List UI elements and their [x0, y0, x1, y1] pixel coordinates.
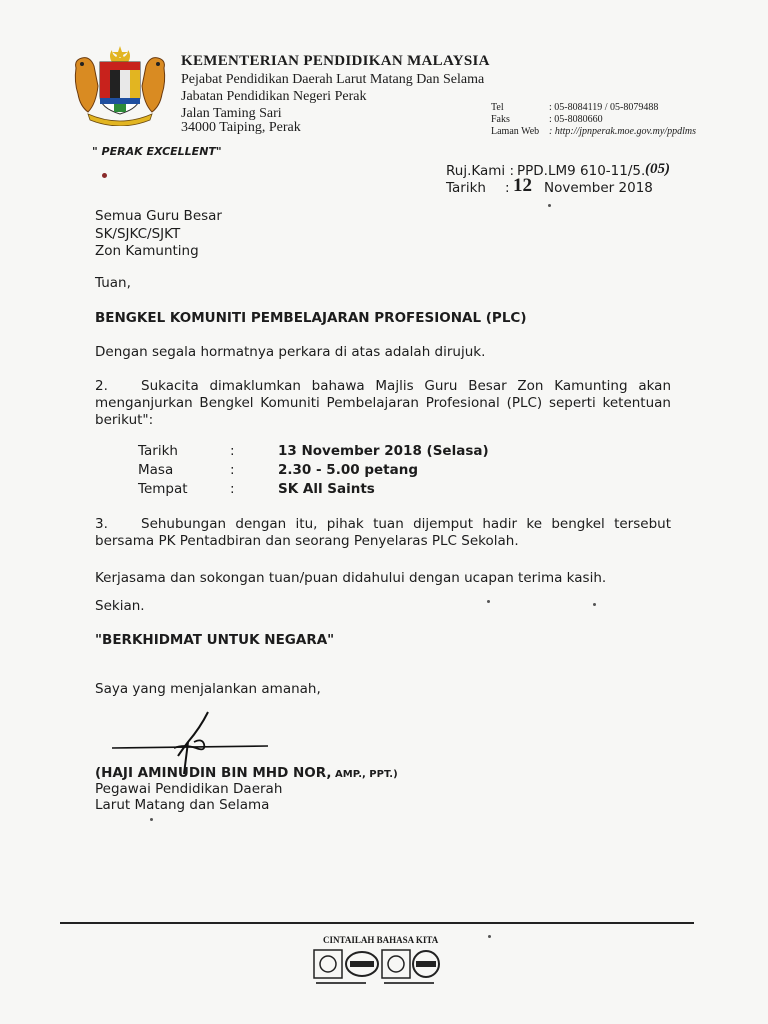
address-line: Jabatan Pendidikan Negeri Perak — [181, 89, 367, 104]
recipient-line: Zon Kamunting — [95, 243, 199, 259]
detail-colon: : — [230, 443, 235, 459]
detail-value-date: 13 November 2018 (Selasa) — [278, 443, 489, 459]
iso-certification-logos-icon — [312, 948, 442, 988]
detail-label-time: Masa — [138, 462, 174, 478]
signer-postnominal: AMP., PPT.) — [331, 769, 398, 780]
paragraph-number: 3. — [95, 516, 108, 532]
address-line: 34000 Taiping, Perak — [181, 120, 301, 135]
signer-position: Pegawai Pendidikan Daerah — [95, 781, 283, 797]
date-label: Tarikh — [446, 180, 486, 196]
detail-label-venue: Tempat — [138, 481, 188, 497]
salutation: Tuan, — [95, 275, 131, 291]
address-line: Jalan Taming Sari — [181, 106, 282, 121]
detail-value-venue: SK All Saints — [278, 481, 375, 497]
thanks-line: Kerjasama dan sokongan tuan/puan didahului dengan ucapan terima kasih. — [95, 570, 607, 586]
signer-name-text: (HAJI AMINUDIN BIN MHD NOR, — [95, 765, 332, 781]
scan-speck — [150, 818, 153, 821]
intro-line: Dengan segala hormatnya perkara di atas adalah dirujuk. — [95, 344, 486, 360]
signer-position: Larut Matang dan Selama — [95, 797, 270, 813]
recipient-line: Semua Guru Besar — [95, 208, 222, 224]
detail-value-time: 2.30 - 5.00 petang — [278, 462, 418, 478]
paragraph-number: 2. — [95, 378, 108, 394]
address-line: Pejabat Pendidikan Daerah Larut Matang Dan Selama — [181, 72, 485, 87]
detail-colon: : — [230, 481, 235, 497]
website-value: : http://jpnperak.moe.gov.my/ppdlms — [549, 126, 697, 137]
trust-line: Saya yang menjalankan amanah, — [95, 681, 321, 697]
organization-name: KEMENTERIAN PENDIDIKAN MALAYSIA — [181, 53, 490, 69]
scan-speck — [102, 173, 107, 178]
paragraph-3 — [95, 516, 671, 550]
scan-speck — [593, 603, 596, 606]
fax-label: Faks — [491, 114, 510, 125]
fax-value: : 05-8080660 — [549, 114, 603, 125]
detail-label-date: Tarikh — [138, 443, 178, 459]
paragraph-text: Sehubungan dengan itu, pihak tuan dijemput hadir ke bengkel tersebut bersama PK Pentadbiran dan seorang Penyelaras PLC Sekolah. — [95, 516, 671, 549]
paragraph-text: Sukacita dimaklumkan bahawa Majlis Guru Besar Zon Kamunting akan menganjurkan Bengkel Komuniti Pembelajaran Profesional (PLC) seperti ketentuan berikut": — [95, 378, 671, 428]
tel-value: : 05-8084119 / 05-8079488 — [549, 102, 659, 113]
paragraph-2 — [95, 378, 671, 429]
reference-handwritten: (05) — [645, 161, 670, 177]
signer-name — [95, 765, 398, 781]
reference-label: Ruj.Kami : — [446, 163, 515, 179]
detail-colon: : — [230, 462, 235, 478]
date-month-year: November 2018 — [544, 180, 653, 196]
reference-number: PPD.LM9 610-11/5. — [517, 163, 646, 179]
website-label: Laman Web — [491, 126, 540, 137]
recipient-line: SK/SJKC/SJKT — [95, 226, 181, 242]
scan-speck — [488, 935, 491, 938]
scan-speck — [487, 600, 490, 603]
tel-label: Tel — [491, 102, 504, 113]
date-handwritten-day: 12 — [513, 175, 532, 196]
date-colon: : — [505, 180, 510, 196]
footer-divider — [60, 922, 694, 924]
motto: "BERKHIDMAT UNTUK NEGARA" — [95, 632, 335, 648]
letter-subject: BENGKEL KOMUNITI PEMBELAJARAN PROFESIONAL (PLC) — [95, 310, 527, 326]
scan-speck — [548, 204, 551, 207]
slogan: " PERAK EXCELLENT" — [92, 145, 222, 158]
footer-text: CINTAILAH BAHASA KITA — [323, 935, 439, 945]
malaysia-coat-of-arms-icon — [70, 46, 170, 126]
closing-line: Sekian. — [95, 598, 145, 614]
